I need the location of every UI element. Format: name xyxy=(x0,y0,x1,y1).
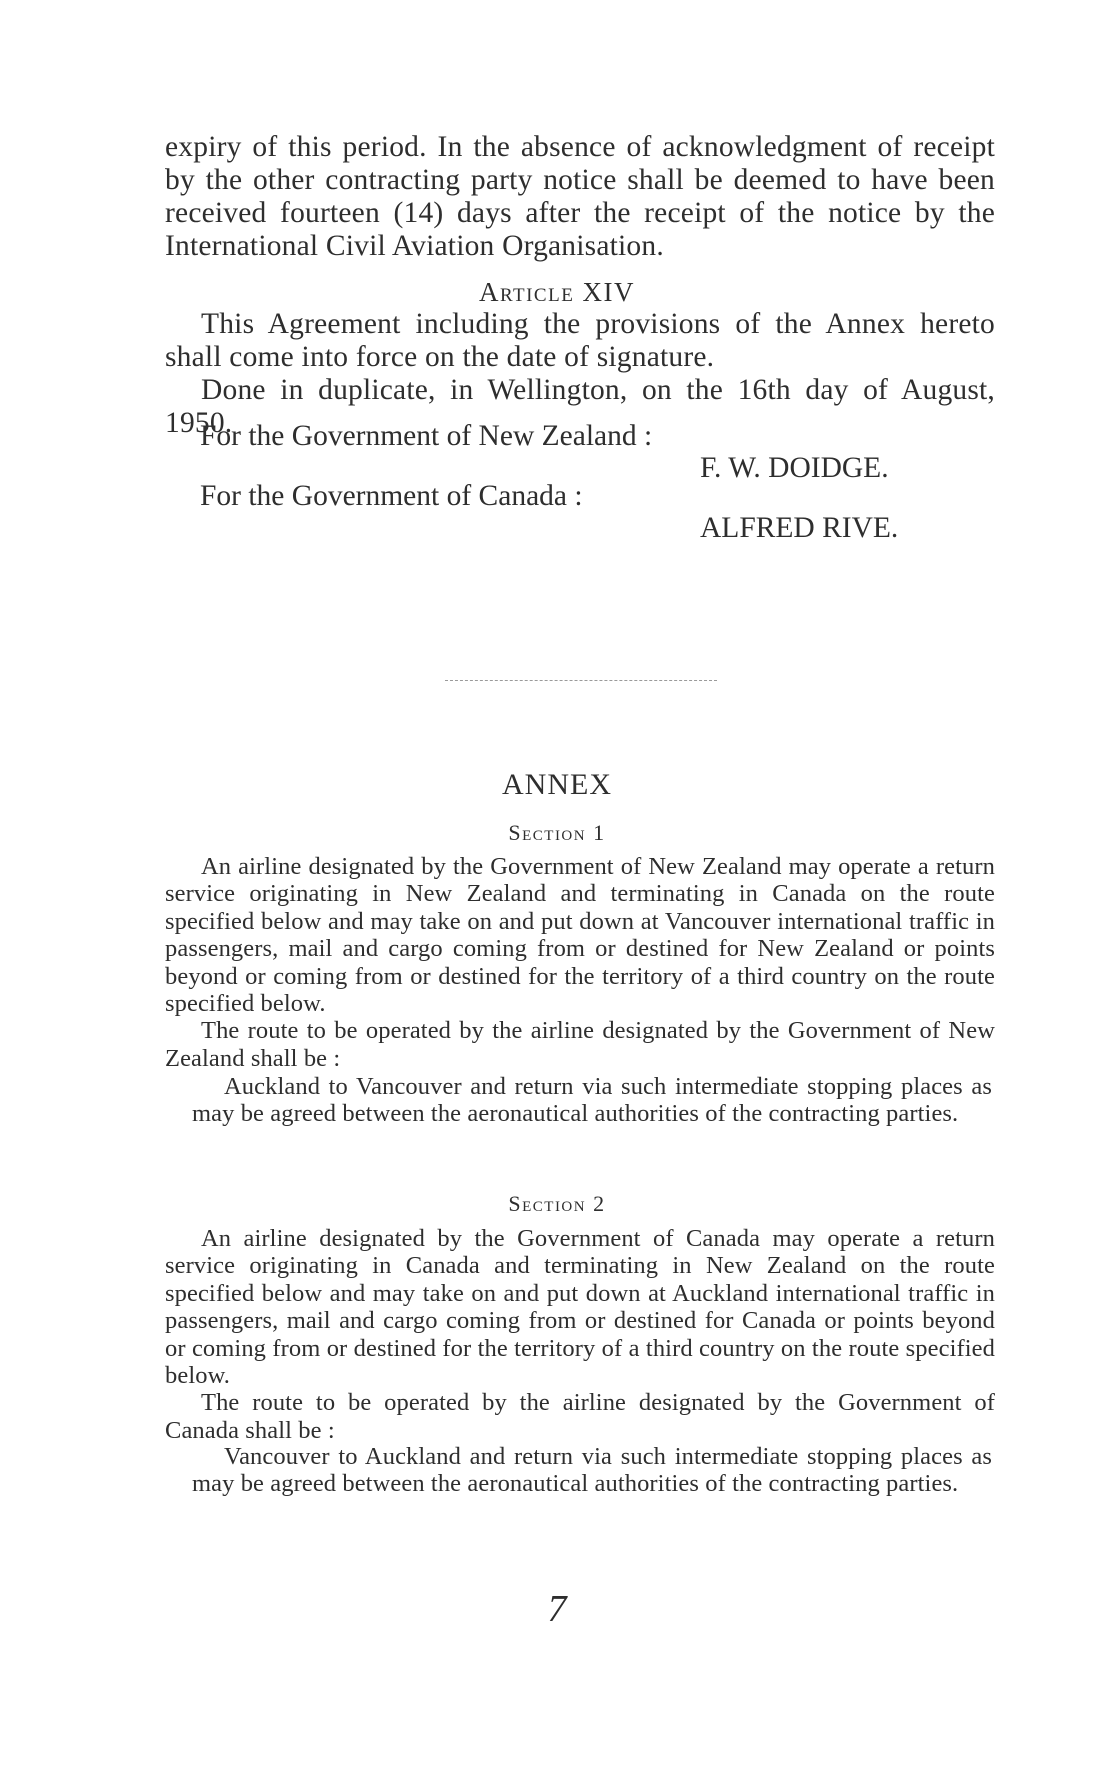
annex-title: ANNEX xyxy=(502,768,612,801)
section1-route-intro: The route to be operated by the airline designated by the Government of New Zealand shall be : xyxy=(165,1017,995,1072)
section1-heading: Section 1 xyxy=(508,820,606,845)
page-number: 7 xyxy=(547,1588,567,1630)
article-heading: Article XIV xyxy=(478,277,636,307)
section1-paragraph xyxy=(165,853,995,1072)
article-text: This Agreement including the provisions of the Annex hereto shall come into force on the date of signature. xyxy=(165,308,995,373)
section2-heading: Section 2 xyxy=(508,1191,606,1216)
opening-paragraph xyxy=(165,131,995,263)
section1-route xyxy=(192,1073,992,1128)
section2-route xyxy=(192,1443,992,1498)
section2-route-intro: The route to be operated by the airline designated by the Government of Canada shall be : xyxy=(165,1389,995,1444)
section2-paragraph xyxy=(165,1225,995,1444)
section2-text: An airline designated by the Government of Canada may operate a return service originating in Canada and terminating in New Zealand on the route specified below and may take on and put down at Auckland international traffic in passengers, mail and cargo coming from or destined for Canada or points beyond or coming from or destined for the territory of a third country on the route specified below. xyxy=(165,1225,995,1390)
signature-name-canada: ALFRED RIVE. xyxy=(700,512,899,544)
opening-paragraph-text: expiry of this period. In the absence of acknowledgment of receipt by the other contracting party notice shall be deemed to have been received fourteen (14) days after the receipt of the notice by the International Civil Aviation Organisation. xyxy=(165,131,995,262)
signature-name-nz: F. W. DOIDGE. xyxy=(700,452,889,484)
section1-text: An airline designated by the Government of New Zealand may operate a return service originating in New Zealand and terminating in Canada on the route specified below and may take on and put down at Vancouver international traffic in passengers, mail and cargo coming from or destined for New Zealand or points beyond or coming from or destined for the territory of a third country on the route specified below. xyxy=(165,853,995,1018)
section-divider xyxy=(445,680,717,681)
done-text: Done in duplicate, in Wellington, on the 16th day of August, 1950. xyxy=(165,374,995,439)
signature-label-canada: For the Government of Canada : xyxy=(200,480,583,512)
section1-route-text: Auckland to Vancouver and return via such intermediate stopping places as may be agreed between the aeronautical authorities of the contracting parties. xyxy=(192,1073,992,1128)
signature-label-nz: For the Government of New Zealand : xyxy=(200,420,653,452)
section2-route-text: Vancouver to Auckland and return via such intermediate stopping places as may be agreed between the aeronautical authorities of the contracting parties. xyxy=(192,1443,992,1498)
